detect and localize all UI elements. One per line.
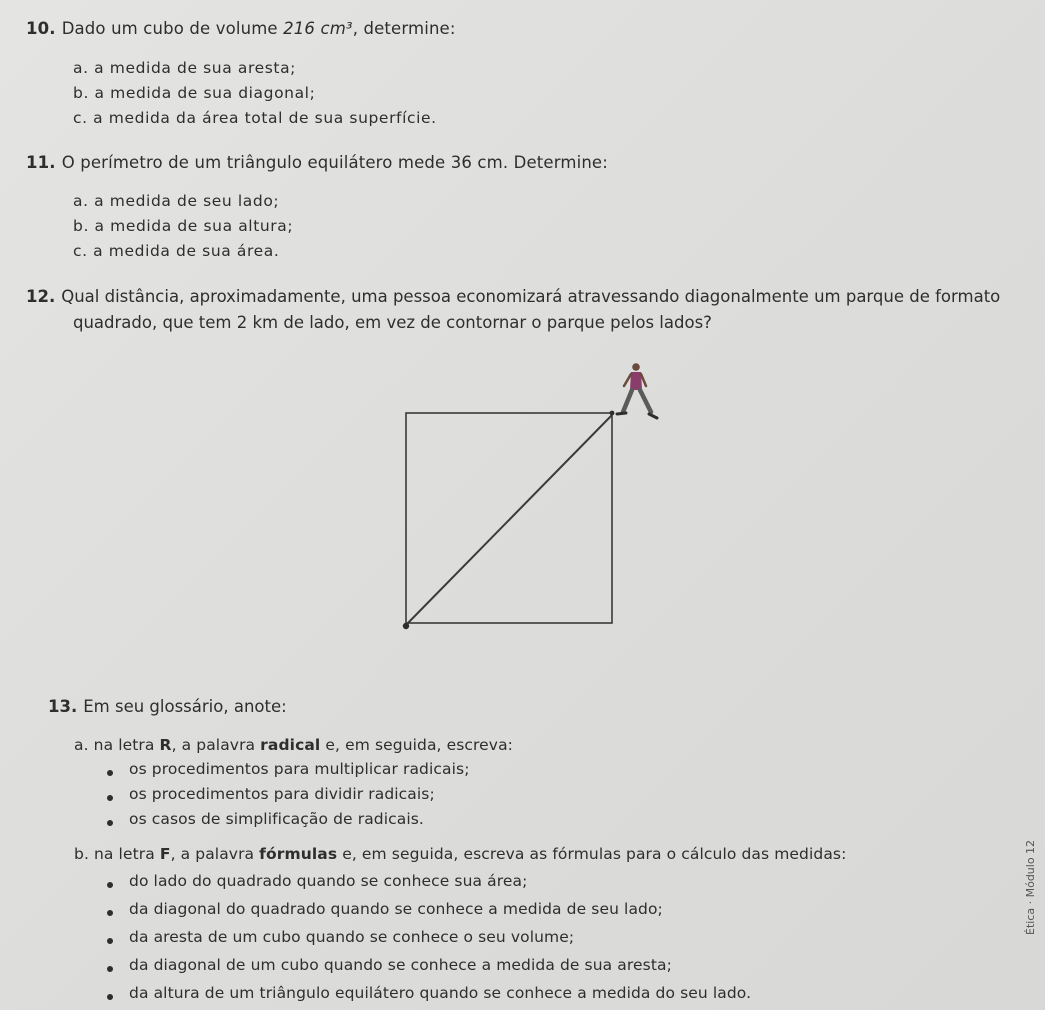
- bullet-dot: [107, 938, 113, 944]
- q13-a-word: radical: [260, 736, 321, 754]
- q13-b-bullet-2: da diagonal do quadrado quando se conhece a medida de seu lado;: [129, 900, 663, 918]
- margin-label: Ética · Módulo 12: [1024, 839, 1037, 935]
- q13-b-bullet-4: da diagonal de um cubo quando se conhece a medida de sua aresta;: [129, 956, 672, 974]
- park-diagram: [395, 360, 675, 640]
- q10-number: 10.: [26, 19, 56, 38]
- q11-item-a: a. a medida de seu lado;: [73, 192, 280, 210]
- q13-b-bullet-1: do lado do quadrado quando se conhece sua área;: [129, 872, 528, 890]
- bullet-dot: [107, 966, 113, 972]
- q10-item-a: a. a medida de sua aresta;: [73, 59, 296, 77]
- bullet-dot: [107, 795, 113, 801]
- q11-number: 11.: [26, 153, 56, 172]
- q12-stem-line2: quadrado, que tem 2 km de lado, em vez de contornar o parque pelos lados?: [73, 313, 712, 332]
- q13-stem: [48, 697, 287, 716]
- q13-a-bullet-1: os procedimentos para multiplicar radicais;: [129, 760, 470, 778]
- walker-figure: [617, 363, 657, 418]
- q13-item-a: [74, 736, 513, 754]
- q13-b-post: e, em seguida, escreva as fórmulas para o cálculo das medidas:: [337, 845, 847, 863]
- q10-stem: [26, 19, 456, 38]
- q13-b-word: fórmulas: [259, 845, 338, 863]
- q13-a-mid: , a palavra: [171, 736, 261, 754]
- q13-b-pre: b. na letra: [74, 845, 160, 863]
- q13-a-pre: a. na letra: [74, 736, 160, 754]
- bullet-dot: [107, 994, 113, 1000]
- q11-item-b: b. a medida de sua altura;: [73, 217, 294, 235]
- park-square: [406, 413, 612, 623]
- q13-number: 13.: [48, 697, 78, 716]
- q13-a-letter: R: [159, 736, 172, 754]
- q11-stem-text: O perímetro de um triângulo equilátero mede 36 cm. Determine:: [61, 153, 608, 172]
- q13-b-bullet-5: da altura de um triângulo equilátero quando se conhece a medida do seu lado.: [129, 984, 752, 1002]
- q13-a-bullet-2: os procedimentos para dividir radicais;: [129, 785, 435, 803]
- bullet-dot: [107, 910, 113, 916]
- q12-text-1: Qual distância, aproximadamente, uma pessoa economizará atravessando diagonalmente um parque de formato: [61, 287, 1001, 306]
- bullet-dot: [107, 770, 113, 776]
- bullet-dot: [107, 882, 113, 888]
- q12-stem-line1: [26, 287, 1000, 306]
- q13-a-bullet-3: os casos de simplificação de radicais.: [129, 810, 424, 828]
- q10-item-c: c. a medida da área total de sua superfície.: [73, 109, 437, 127]
- q13-item-b: [74, 845, 846, 863]
- start-point: [403, 623, 409, 629]
- q10-stem-text: Dado um cubo de volume: [61, 19, 284, 38]
- q13-b-mid: , a palavra: [170, 845, 260, 863]
- q13-b-letter: F: [159, 845, 171, 863]
- q13-b-bullet-3: da aresta de um cubo quando se conhece o seu volume;: [129, 928, 575, 946]
- q11-stem: [26, 153, 608, 172]
- q10-item-b: b. a medida de sua diagonal;: [73, 84, 316, 102]
- q12-number: 12.: [26, 287, 56, 306]
- q11-item-c: c. a medida de sua área.: [73, 242, 280, 260]
- end-point: [610, 411, 615, 416]
- q13-stem-text: Em seu glossário, anote:: [83, 697, 287, 716]
- bullet-dot: [107, 820, 113, 826]
- q10-stem-end: , determine:: [352, 19, 456, 38]
- q13-a-post: e, em seguida, escreva:: [320, 736, 514, 754]
- q10-volume: 216 cm³: [283, 19, 353, 38]
- park-diagonal: [406, 415, 612, 625]
